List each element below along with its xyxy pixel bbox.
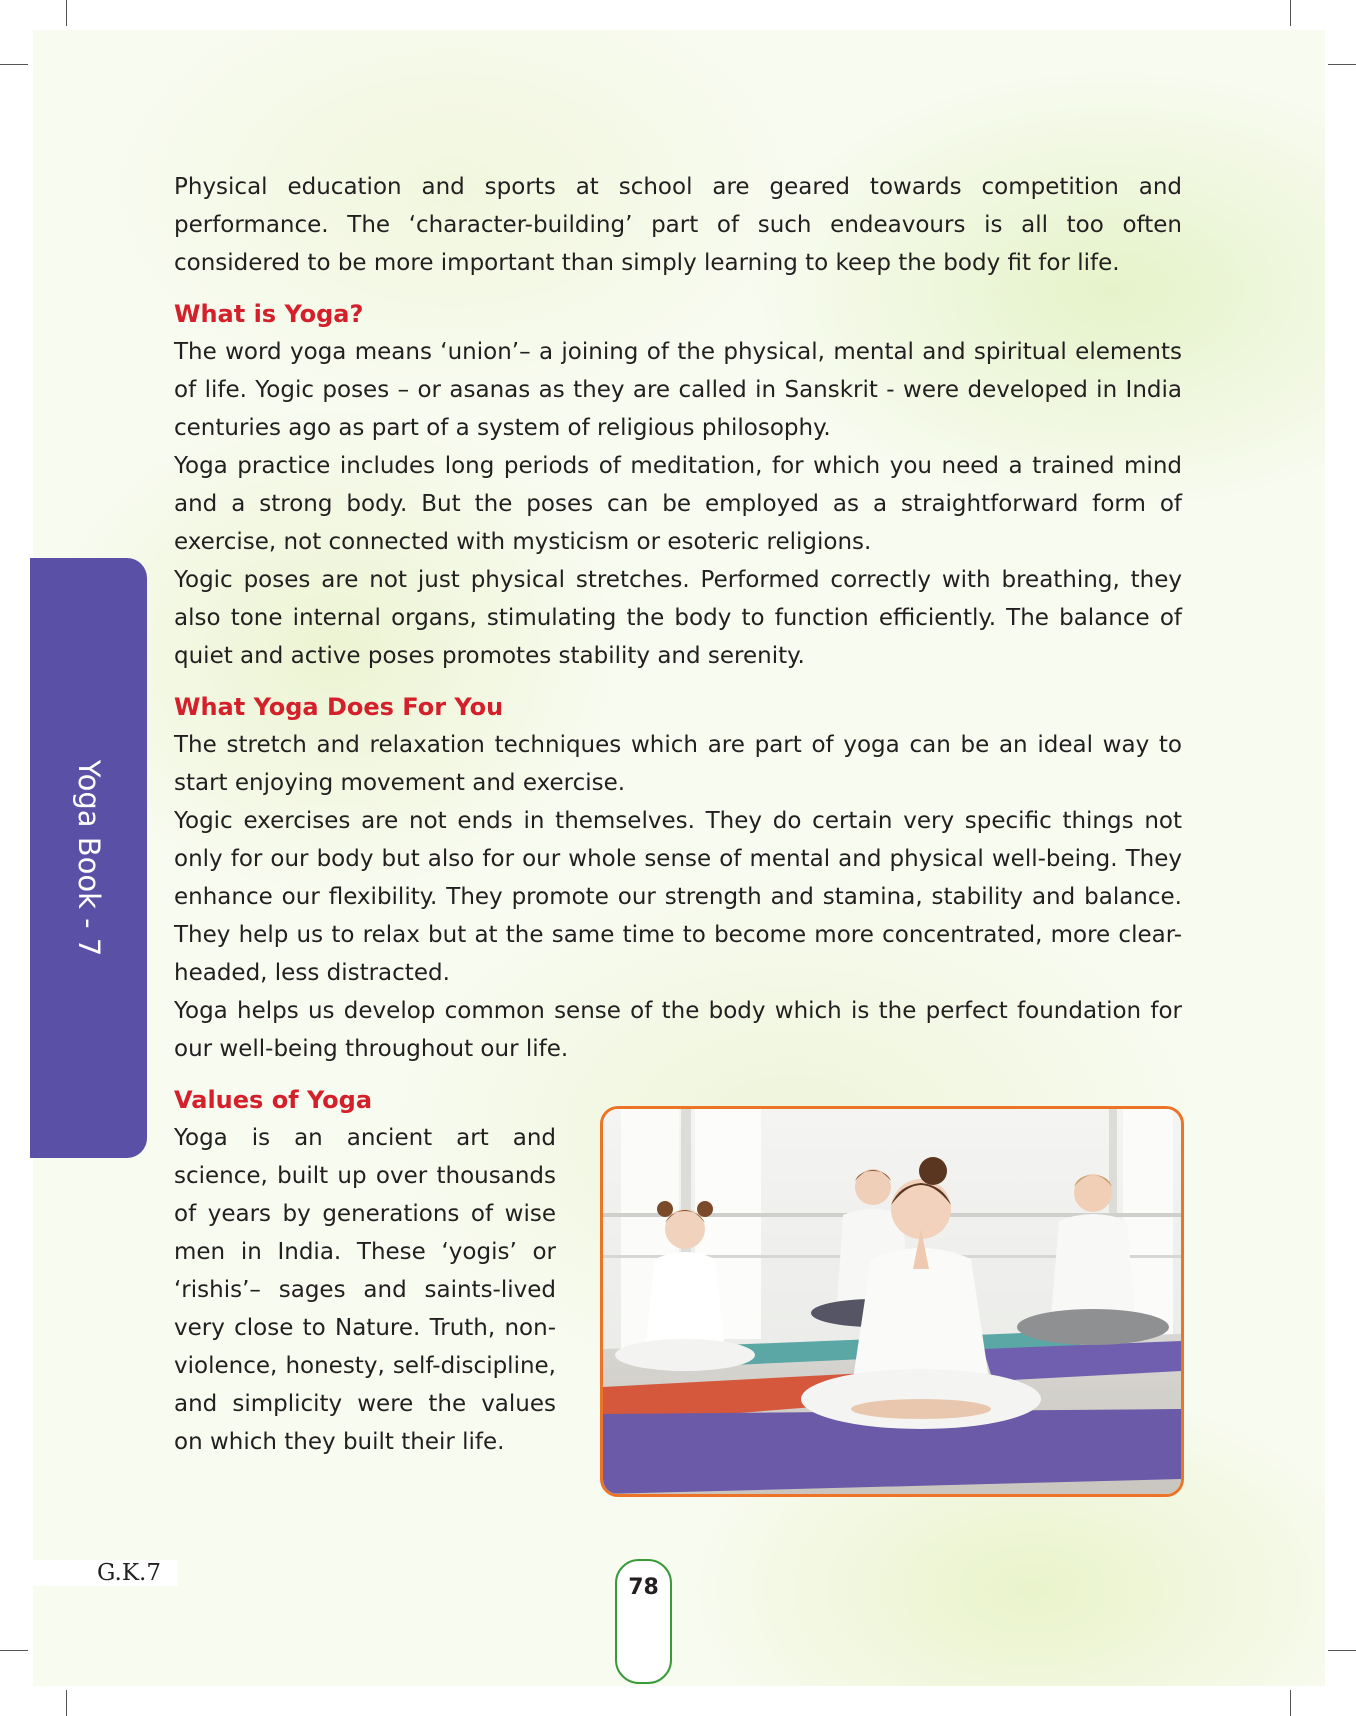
intro-paragraph: Physical education and sports at school are geared towards competition and performance. The ‘character-building’ part of such endeavours is all too often considered to be more important than simply learning to keep the body fit for life. — [174, 174, 1182, 276]
crop-mark — [1328, 64, 1356, 65]
section-heading: Values of Yoga — [174, 1086, 373, 1114]
paragraph: Yoga is an ancient art and science, built up over thousands of years by generations of wise men in India. These ‘yogis’ or ‘rishis’– sages and saints-lived very close to Nature. Truth, non-violence, honesty, self-discipline, and simplicity were the values on which they built their life. — [174, 1125, 556, 1455]
page-number-badge — [615, 1559, 672, 1684]
paragraph: The stretch and relaxation techniques which are part of yoga can be an ideal way to start enjoying movement and exercise. — [174, 732, 1182, 796]
crop-mark — [66, 0, 67, 26]
side-tab-label: Yoga Book - 7 — [72, 759, 106, 957]
section-heading: What Yoga Does For You — [174, 693, 504, 721]
paragraph: Yoga practice includes long periods of meditation, for which you need a trained mind and a strong body. But the poses can be employed as a straightforward form of exercise, not connected with mysticism or esoteric religions. — [174, 453, 1182, 555]
paragraph: Yogic exercises are not ends in themselves. They do certain very specific things not only for our body but also for our whole sense of mental and physical well-being. They enhance our flexibility. They promote our strength and stamina, stability and balance. They help us to relax but at the same time to become more concentrated, more clear-headed, less distracted. — [174, 808, 1182, 986]
paragraph: Yoga helps us develop common sense of the body which is the perfect foundation for our well-being throughout our life. — [174, 998, 1182, 1062]
crop-mark — [0, 1650, 28, 1651]
crop-mark — [66, 1690, 67, 1716]
yoga-photo — [600, 1106, 1184, 1497]
crop-mark — [0, 64, 28, 65]
paragraph: The word yoga means ‘union’– a joining of the physical, mental and spiritual elements of life. Yogic poses – or asanas as they are called in Sanskrit - were developed in India centuries ago as part of a system of religious philosophy. — [174, 339, 1182, 441]
paragraph: Yogic poses are not just physical stretches. Performed correctly with breathing, they also tone internal organs, stimulating the body to function efficiently. The balance of quiet and active poses promotes stability and serenity. — [174, 567, 1182, 669]
footer-label-text: G.K.7 — [97, 1560, 161, 1586]
yoga-illustration — [603, 1109, 1181, 1494]
page-number: 78 — [628, 1575, 659, 1600]
footer-label — [33, 1560, 178, 1586]
crop-mark — [1328, 1650, 1356, 1651]
crop-mark — [1290, 1690, 1291, 1716]
section-heading: What is Yoga? — [174, 300, 364, 328]
crop-mark — [1290, 0, 1291, 26]
